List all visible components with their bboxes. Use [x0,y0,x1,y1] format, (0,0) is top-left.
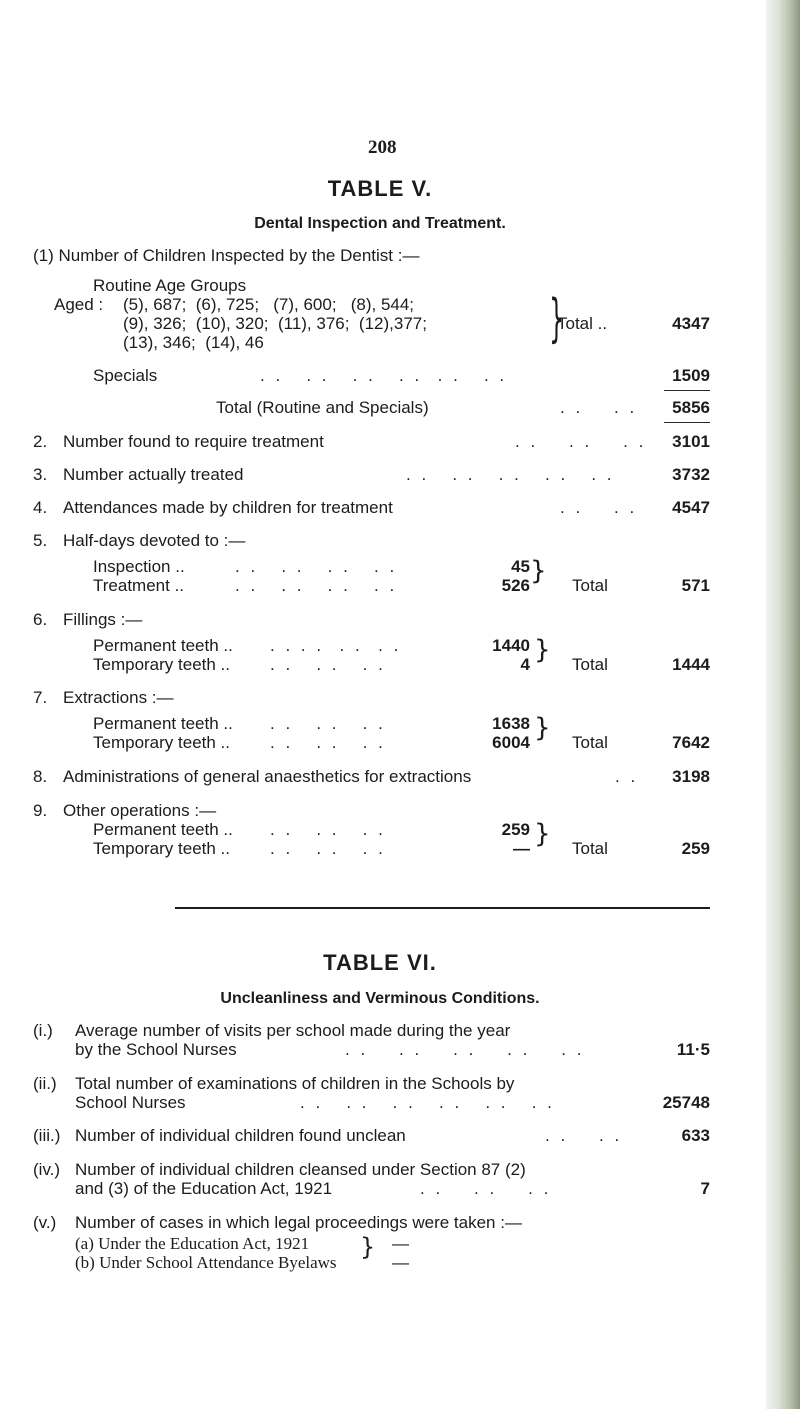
item7-total-label: Total [572,733,608,752]
specials-dots: . . . . . . . . . . . . [260,366,508,385]
t6-item5-label: Number of cases in which legal proceedings were taken :— [75,1213,522,1232]
item2-dots: . . . . . . [515,432,647,451]
inspection-label: Inspection .. [93,557,185,576]
item3-value: 3732 [672,465,710,484]
other-temporary-label: Temporary teeth .. [93,839,231,858]
t6-item2-number: (ii.) [33,1074,57,1093]
extractions-permanent-dots: . . . . . . [270,714,386,733]
t6-item4-dots: . . . . . . [420,1179,552,1198]
t6-item1-number: (i.) [33,1021,53,1040]
t6-item5b-value: — [392,1253,409,1272]
item8-number: 8. [33,767,48,786]
item2-number: 2. [33,432,48,451]
t6-item4-line2: and (3) of the Education Act, 1921 [75,1179,333,1198]
extractions-permanent-label: Permanent teeth .. [93,714,233,733]
t6-item3-number: (iii.) [33,1126,61,1145]
treatment-dots: . . . . . . . . [235,576,398,595]
item3-label: Number actually treated [63,465,244,484]
t6-item3-value: 633 [681,1126,710,1145]
item6-brace: } [534,635,551,665]
other-temporary-value: — [513,839,530,858]
item5-number: 5. [33,531,48,550]
item8-dots: . . [615,767,639,786]
other-permanent-value: 259 [501,820,530,839]
t6-item2-value: 25748 [662,1093,710,1112]
routine-specials-label: Total (Routine and Specials) [216,398,429,417]
age-groups-brace: } [549,289,564,349]
routine-total-label: Total .. [557,314,608,333]
item2-label: Number found to require treatment [63,432,324,451]
item9-number: 9. [33,801,48,820]
item4-value: 4547 [672,498,710,517]
t6-item2-line1: Total number of examinations of children in the Schools by [75,1074,515,1093]
specials-sum-rule [664,390,710,391]
item7-brace: } [534,713,551,743]
item7-total-value: 7642 [672,733,710,752]
fillings-permanent-label: Permanent teeth .. [93,636,233,655]
item7-number: 7. [33,688,48,707]
specials-label: Specials [93,366,158,385]
t6-item1-line2: by the School Nurses [75,1040,237,1059]
item6-label: Fillings :— [63,610,143,629]
t6-item1-line1: Average number of visits per school made during the year [75,1021,511,1040]
fillings-temporary-value: 4 [520,655,530,674]
table5-title: TABLE V. [327,176,433,201]
extractions-permanent-value: 1638 [492,714,530,733]
aged-label: Aged : [54,295,104,314]
item9-total-value: 259 [681,839,710,858]
item6-total-label: Total [572,655,608,674]
t6-item4-line1: Number of individual children cleansed under Section 87 (2) [75,1160,526,1179]
item3-dots: . . . . . . . . . . [406,465,615,484]
item9-label: Other operations :— [63,801,217,820]
treatment-label: Treatment .. [93,576,185,595]
item8-label: Administrations of general anaesthetics for extractions [63,767,472,786]
routine-specials-dots: . . . . [560,398,638,417]
item9-total-label: Total [572,839,608,858]
table5-subtitle: Dental Inspection and Treatment. [254,215,506,232]
t6-item5-number: (v.) [33,1213,57,1232]
item5-total-value: 571 [681,576,710,595]
specials-value: 1509 [672,366,710,385]
other-permanent-label: Permanent teeth .. [93,820,233,839]
item4-label: Attendances made by children for treatment [63,498,393,517]
item3-number: 3. [33,465,48,484]
routine-header: Routine Age Groups [93,276,247,295]
inspection-dots: . . . . . . . . [235,557,398,576]
extractions-temporary-dots: . . . . . . [270,733,386,752]
t6-item1-value: 11·5 [676,1040,710,1059]
age-groups-line1: (5), 687; (6), 725; (7), 600; (8), 544; [123,295,415,314]
t6-item4-value: 7 [700,1179,710,1198]
section-divider [175,907,710,909]
t6-item4-number: (iv.) [33,1160,61,1179]
age-groups-line2: (9), 326; (10), 320; (11), 376; (12),377; [123,314,427,333]
fillings-temporary-dots: . . . . . . [270,655,386,674]
inspection-value: 45 [511,557,530,576]
table6-subtitle: Uncleanliness and Verminous Conditions. [220,990,540,1007]
item5-brace: } [530,556,547,586]
routine-total-value: 4347 [672,314,710,333]
t6-item5a-value: — [392,1234,409,1253]
table6-title: TABLE VI. [323,950,437,975]
page-edge-shadow [766,0,800,1409]
other-temporary-dots: . . . . . . [270,839,386,858]
t6-item2-line2: School Nurses [75,1093,186,1112]
routine-specials-rule [664,422,710,423]
fillings-permanent-value: 1440 [492,636,530,655]
routine-specials-value: 5856 [672,398,710,417]
fillings-temporary-label: Temporary teeth .. [93,655,231,674]
t6-item5a-label: (a) Under the Education Act, 1921 [75,1234,310,1253]
other-permanent-dots: . . . . . . [270,820,386,839]
extractions-temporary-label: Temporary teeth .. [93,733,231,752]
page-number: 208 [368,137,397,158]
t6-item3-dots: . . . . [545,1126,623,1145]
item7-label: Extractions :— [63,688,174,707]
t6-item1-dots: . . . . . . . . . . [345,1040,585,1059]
item1-label: (1) Number of Children Inspected by the Dentist :— [33,246,420,265]
treatment-value: 526 [501,576,530,595]
item2-value: 3101 [672,432,710,451]
fillings-permanent-dots: . . . . . . . . [270,636,402,655]
extractions-temporary-value: 6004 [492,733,530,752]
t6-item5-brace: } [360,1233,376,1261]
item4-dots: . . . . [560,498,638,517]
t6-item3-line1: Number of individual children found unclean [75,1126,406,1145]
item9-brace: } [534,819,551,849]
item8-value: 3198 [672,767,710,786]
item5-label: Half-days devoted to :— [63,531,246,550]
age-groups-line3: (13), 346; (14), 46 [123,333,264,352]
t6-item2-dots: . . . . . . . . . . . . [300,1093,555,1112]
item6-number: 6. [33,610,48,629]
item4-number: 4. [33,498,48,517]
item6-total-value: 1444 [672,655,710,674]
item5-total-label: Total [572,576,608,595]
t6-item5b-label: (b) Under School Attendance Byelaws [75,1253,337,1272]
